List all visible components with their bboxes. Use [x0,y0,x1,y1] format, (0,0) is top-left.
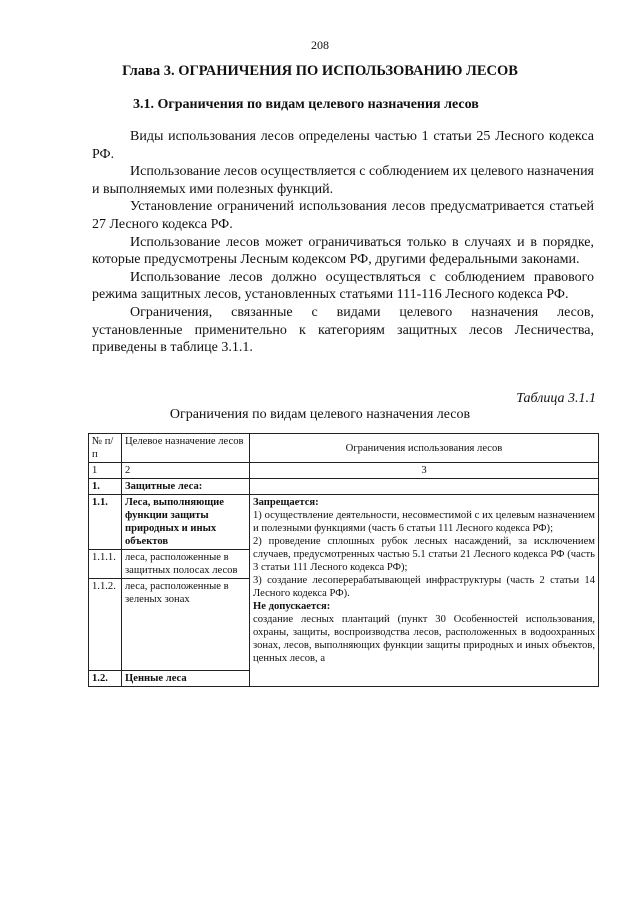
row-name: леса, расположенные в зеленых зонах [122,579,250,671]
paragraph: Использование лесов должно осуществляться с соблюдением правового режима защитных лесов, установленных статьями 111-116 Лесного кодекса РФ. [92,269,594,303]
restrictions-table [88,433,599,687]
row-number: 1. [89,479,122,495]
column-number-row [89,463,599,479]
table-row [89,495,599,550]
column-number: 2 [122,463,250,479]
row-name: Защитные леса: [122,479,250,495]
prohibited-heading: Запрещается: [253,497,319,508]
not-allowed-heading: Не допускается: [253,601,331,612]
page-number: 208 [311,38,329,52]
paragraph: Ограничения, связанные с видами целевого назначения лесов, установленные применительно к категориям защитных лесов Лесничества, приведены в таблице 3.1.1. [92,304,594,356]
header-cell: Ограничения использования лесов [250,434,599,463]
paragraph: Установление ограничений использования лесов предусматривается статьей 27 Лесного кодекса РФ. [92,199,594,232]
table-title: Ограничения по видам целевого назначения лесов [169,407,471,422]
not-allowed-text: создание лесных плантаций (пункт 30 Особенностей использования, охраны, защиты, воспроизводства лесов, расположенных в водоохранных зонах, лесов, выполняющих функции защиты природных и иных объектов, ценных лесов, а [253,614,595,664]
header-cell: № п/п [89,434,122,463]
column-number: 1 [89,463,122,479]
prohibited-item: 1) осуществление деятельности, несовместимой с их целевым назначением и полезными функциями (часть 6 статьи 111 Лесного кодекса РФ); [253,510,595,534]
paragraph: Использование лесов осуществляется с соблюдением их целевого назначения и выполняемых ими полезных функций. [92,164,594,197]
header-cell: Целевое назначение лесов [122,434,250,463]
chapter-title: Глава 3. ОГРАНИЧЕНИЯ ПО ИСПОЛЬЗОВАНИЮ ЛЕСОВ [122,63,518,79]
row-number: 1.1.1. [89,550,122,579]
paragraph: Использование лесов может ограничиваться только в случаях и в порядке, которые предусмотрены Лесным кодексом РФ, другими федеральными законами. [92,234,594,268]
paragraph: Виды использования лесов определены частью 1 статьи 25 Лесного кодекса РФ. [92,129,594,162]
section-title: 3.1. Ограничения по видам целевого назначения лесов [133,97,479,112]
table-row [89,479,599,495]
row-name: Ценные леса [122,671,250,687]
body-text [92,128,594,357]
row-number: 1.2. [89,671,122,687]
restrictions-cell [250,495,599,687]
row-number: 1.1.2. [89,579,122,671]
empty-cell [250,479,599,495]
row-name: леса, расположенные в защитных полосах лесов [122,550,250,579]
table-number: Таблица 3.1.1 [516,391,596,406]
row-name: Леса, выполняющие функции защиты природных и иных объектов [122,495,250,550]
table-header-row [89,434,599,463]
row-number: 1.1. [89,495,122,550]
column-number: 3 [250,463,599,479]
prohibited-item: 2) проведение сплошных рубок лесных насаждений, за исключением случаев, предусмотренных частью 5.1 статьи 21 Лесного кодекса РФ (часть 3 статьи 111 Лесного кодекса РФ); [253,536,595,573]
prohibited-item: 3) создание лесоперерабатывающей инфраструктуры (часть 2 статьи 14 Лесного кодекса РФ). [253,575,595,599]
